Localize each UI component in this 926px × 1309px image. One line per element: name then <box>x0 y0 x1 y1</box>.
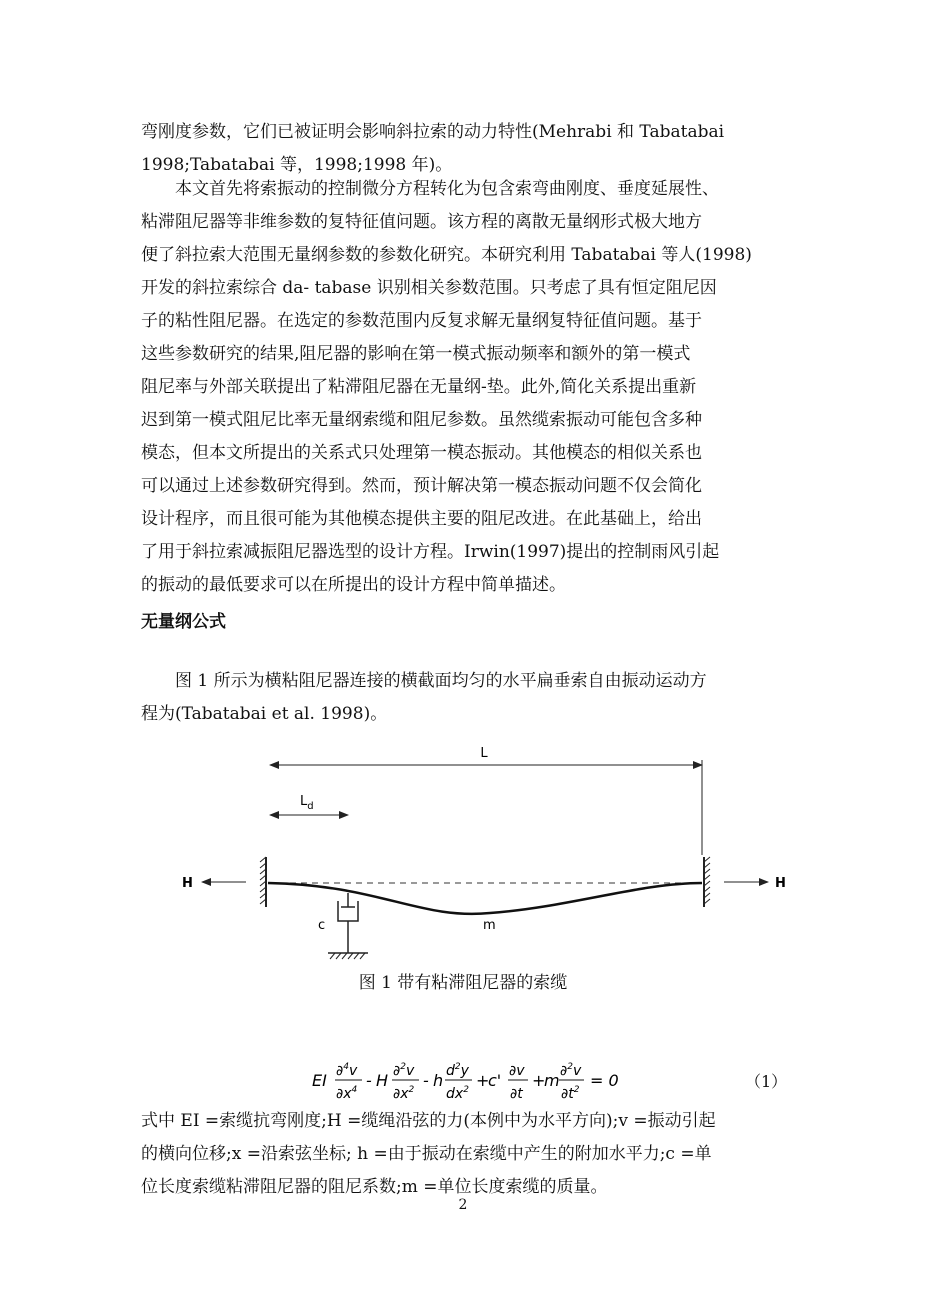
text-line: 这些参数研究的结果,阻尼器的影响在第一模式振动频率和额外的第一模式 <box>141 344 691 364</box>
label-H-right: H <box>775 876 786 891</box>
page-number: 2 <box>458 1197 468 1213</box>
text-line: 开发的斜拉索综合 da- tabase 识别相关参数范围。只考虑了具有恒定阻尼因 <box>141 278 717 298</box>
cable-damper-figure <box>170 735 790 975</box>
paragraph-3 <box>141 665 787 731</box>
eq-H: H <box>376 1071 389 1090</box>
text-line: 本文首先将索振动的控制微分方程转化为包含索弯曲刚度、垂度延展性、 <box>141 179 719 199</box>
label-m: m <box>483 918 496 933</box>
text-line: 模态，但本文所提出的关系式只处理第一模态振动。其他模态的相似关系也 <box>141 443 702 463</box>
paragraph-4 <box>141 1105 787 1204</box>
cable <box>268 883 702 914</box>
text-line: 图 1 所示为横粘阻尼器连接的横截面均匀的水平扁垂索自由振动运动方 <box>141 671 707 691</box>
eq-num4: ∂v <box>509 1063 525 1079</box>
eq-minus2: - <box>423 1071 429 1090</box>
label-Ld: $L_d$ <box>300 794 314 812</box>
text-line: 粘滞阻尼器等非维参数的复特征值问题。该方程的离散无量纲形式极大地方 <box>141 212 702 232</box>
eq-EI: EI <box>312 1071 327 1090</box>
label-c: c <box>318 918 326 933</box>
eq-plus1: + <box>476 1071 490 1090</box>
equation-number: （1） <box>745 1072 788 1091</box>
text-line: 弯刚度参数，它们已被证明会影响斜拉索的动力特性(Mehrabi 和 Tabatabai <box>141 122 725 142</box>
label-L: L <box>480 746 488 761</box>
damper <box>338 893 358 953</box>
figure-caption: 图 1 带有粘滞阻尼器的索缆 <box>358 973 568 993</box>
eq-den2: $\partial x^2$ <box>393 1085 415 1102</box>
text-line: 1998;Tabatabai 等，1998;1998 年)。 <box>141 155 453 175</box>
eq-h: h <box>433 1071 444 1090</box>
text-line: 了用于斜拉索减振阻尼器选型的设计方程。Irwin(1997)提出的控制雨风引起 <box>141 542 720 562</box>
section-heading: 无量纲公式 <box>141 612 226 632</box>
text-line: 设计程序，而且很可能为其他模态提供主要的阻尼改进。在此基础上，给出 <box>141 509 702 529</box>
eq-den1: $\partial x^4$ <box>336 1085 358 1102</box>
text-line: 迟到第一模式阻尼比率无量纲索缆和阻尼参数。虽然缆索振动可能包含多种 <box>141 410 702 430</box>
text-line: 的振动的最低要求可以在所提出的设计方程中简单描述。 <box>141 575 566 595</box>
label-H-left: H <box>182 876 193 891</box>
eq-den5: $\partial t^2$ <box>561 1085 580 1102</box>
eq-equals: = 0 <box>590 1071 619 1090</box>
text-line: 位长度索缆粘滞阻尼器的阻尼系数;m =单位长度索缆的质量。 <box>141 1177 608 1197</box>
text-line: 阻尼率与外部关联提出了粘滞阻尼器在无量纲-垫。此外,简化关系提出重新 <box>141 377 697 397</box>
equation-1 <box>300 1050 640 1110</box>
text-line: 可以通过上述参数研究得到。然而，预计解决第一模态振动问题不仅会简化 <box>141 476 702 496</box>
text-line: 程为(Tabatabai et al. 1998)。 <box>141 704 388 724</box>
eq-minus1: - <box>366 1071 372 1090</box>
text-line: 便了斜拉索大范围无量纲参数的参数化研究。本研究利用 Tabatabai 等人(1998) <box>141 245 752 265</box>
eq-den4: ∂t <box>510 1086 523 1102</box>
eq-c: c' <box>488 1071 502 1090</box>
eq-m: m <box>544 1071 560 1090</box>
eq-num1: ∂$^4$v <box>336 1062 358 1079</box>
paragraph-2 <box>141 173 787 602</box>
text-line: 的横向位移;x =沿索弦坐标; h =由于振动在索缆中产生的附加水平力;c =单 <box>141 1144 712 1164</box>
eq-num3: $d^2y$ <box>446 1062 469 1079</box>
text-line: 子的粘性阻尼器。在选定的参数范围内反复求解无量纲复特征值问题。基于 <box>141 311 702 331</box>
eq-num5: ∂$^2$v <box>560 1062 582 1079</box>
eq-num2: ∂$^2$v <box>393 1062 415 1079</box>
eq-den3: $dx^2$ <box>446 1085 469 1102</box>
eq-plus2: + <box>532 1071 546 1090</box>
text-line: 式中 EI =索缆抗弯刚度;H =缆绳沿弦的力(本例中为水平方向);v =振动引起 <box>141 1111 716 1131</box>
ground-hatch <box>330 953 365 959</box>
